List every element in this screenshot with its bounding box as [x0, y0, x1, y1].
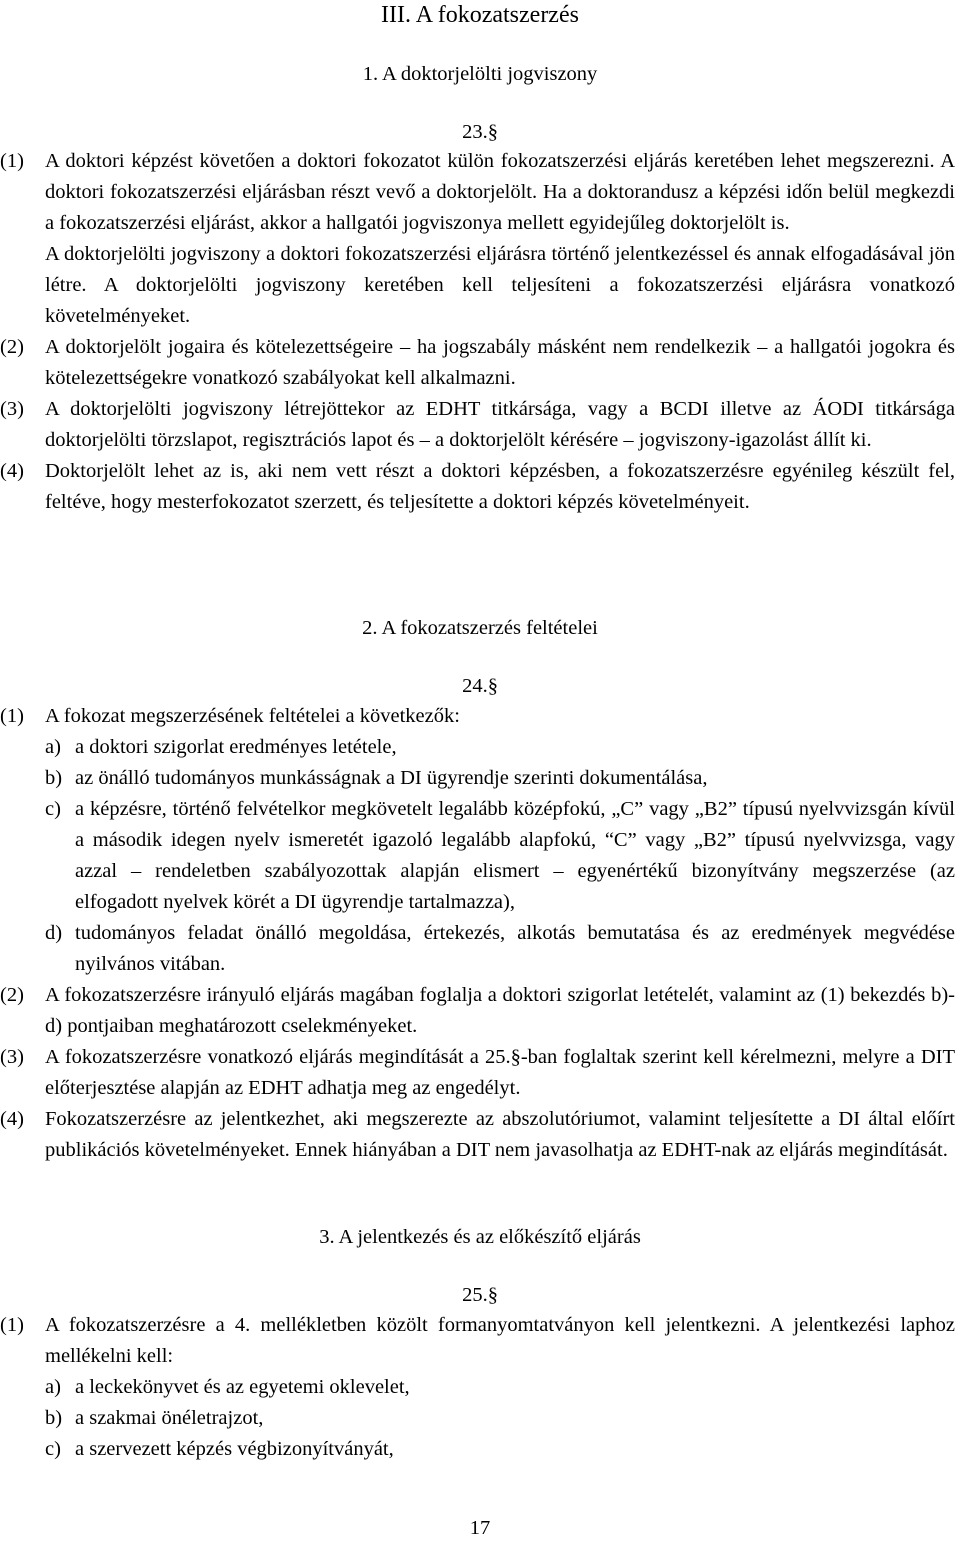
- paragraph-text: A doktorjelölti jogviszony létrejöttekor az EDHT titkársága, vagy a BCDI illetve az ÁODI titkársága doktorjelölti törzslapot, regisztrációs lapot és – a doktorjelölt kérésére – jogviszony-igazolást állít ki.: [45, 398, 955, 451]
- paragraph-text: A fokozatszerzésre irányuló eljárás magában foglalja a doktori szigorlat letételét, valamint az (1) bekezdés b)-d) pontjaiban meghatározott cselekményeket.: [45, 984, 955, 1037]
- paragraph-text: A fokozat megszerzésének feltételei a következők:: [45, 705, 460, 727]
- paragraph-text: Fokozatszerzésre az jelentkezhet, aki megszerezte az abszolutóriumot, valamint teljesítette a DI által előírt publikációs követelményeket. Ennek hiányában a DIT nem javasolhatja az EDHT-nak az eljárás megindítását.: [45, 1108, 955, 1161]
- list-item: [0, 763, 955, 794]
- list-item-text: a szakmai önéletrajzot,: [75, 1407, 264, 1429]
- paragraph-text: A fokozatszerzésre vonatkozó eljárás megindítását a 25.§-ban foglaltak szerint kell kérelmezni, melyre a DIT előterjesztése alapján az EDHT adhatja meg az engedélyt.: [45, 1046, 955, 1099]
- list-item-text: tudományos feladat önálló megoldása, értekezés, alkotás bemutatása és az eredmények megvédése nyilvános vitában.: [75, 922, 955, 975]
- paragraph-24-3: [0, 1042, 955, 1104]
- section-25-body: [0, 1310, 955, 1465]
- chapter-2-title: 2. A fokozatszerzés feltételei: [362, 617, 598, 639]
- paragraph-number: (1): [0, 150, 24, 172]
- list-item-letter: b): [45, 1407, 63, 1429]
- list-item-letter: c): [45, 1438, 61, 1460]
- section-23-heading: 23.§: [462, 121, 498, 143]
- paragraph-text: Doktorjelölt lehet az is, aki nem vett részt a doktori képzésben, a fokozatszerzésre egyénileg készült fel, feltéve, hogy mesterfokozatot szerzett, és teljesítette a doktori képzés követelményeit.: [45, 460, 955, 513]
- list-item: [0, 1434, 955, 1465]
- paragraph-23-1: [0, 146, 955, 239]
- paragraph-23-4: [0, 456, 955, 518]
- paragraph-23-3: [0, 394, 955, 456]
- paragraph-24-4: [0, 1104, 955, 1166]
- paragraph-number: (2): [0, 336, 24, 358]
- paragraph-24-2: [0, 980, 955, 1042]
- section-24-heading: 24.§: [462, 675, 498, 697]
- paragraph-number: (4): [0, 1108, 24, 1130]
- paragraph-24-1: [0, 701, 955, 732]
- paragraph-number: (4): [0, 460, 24, 482]
- list-item: [0, 918, 955, 980]
- paragraph-23-2: [0, 332, 955, 394]
- paragraph-number: (2): [0, 984, 24, 1006]
- list-item-letter: a): [45, 736, 61, 758]
- section-24-body: [0, 701, 955, 1166]
- list-item-letter: d): [45, 922, 63, 944]
- list-item-text: a doktori szigorlat eredményes letétele,: [75, 736, 397, 758]
- list-item-text: a képzésre, történő felvételkor megkövetelt legalább középfokú, „C” vagy „B2” típusú nyelvvizsgán kívül a második idegen nyelv ismeretét igazoló legalább alapfokú, “C” vagy „B2” típusú nyelvvizsga, vagy azzal – rendeletben szabályozottak alapján elismert – egyenértékű bizonyítvány megszerzése (az elfogadott nyelvek körét a DI ügyrendje tartalmazza),: [75, 798, 955, 913]
- part-title: III. A fokozatszerzés: [381, 2, 579, 28]
- paragraph-number: (1): [0, 1314, 24, 1336]
- paragraph-text: A fokozatszerzésre a 4. mellékletben közölt formanyomtatványon kell jelentkezni. A jelentkezési laphoz mellékelni kell:: [45, 1314, 955, 1367]
- list-item: [0, 794, 955, 918]
- paragraph-number: (3): [0, 1046, 24, 1068]
- chapter-3-title: 3. A jelentkezés és az előkészítő eljárás: [319, 1226, 641, 1248]
- list-item-text: a szervezett képzés végbizonyítványát,: [75, 1438, 394, 1460]
- paragraph-text: A doktorjelölt jogaira és kötelezettségeire – ha jogszabály másként nem rendelkezik – a hallgatói jogokra és kötelezettségekre vonatkozó szabályokat kell alkalmazni.: [45, 336, 955, 389]
- list-item-letter: a): [45, 1376, 61, 1398]
- paragraph-number: (1): [0, 705, 24, 727]
- list-item-letter: c): [45, 798, 61, 820]
- paragraph-23-1-continued: A doktorjelölti jogviszony a doktori fokozatszerzési eljárásra történő jelentkezéssel és annak elfogadásával jön létre. A doktorjelölti jogviszony keretében kell teljesíteni a fokozatszerzési eljárásra vonatkozó követelményeket.: [45, 243, 955, 327]
- list-item: [0, 1372, 955, 1403]
- list-item-letter: b): [45, 767, 63, 789]
- page-number: 17: [469, 1517, 491, 1539]
- list-item: [0, 1403, 955, 1434]
- section-23-body: [0, 146, 955, 518]
- chapter-1-title: 1. A doktorjelölti jogviszony: [362, 63, 598, 85]
- section-25-heading: 25.§: [462, 1284, 498, 1306]
- paragraph-number: (3): [0, 398, 24, 420]
- list-item-text: a leckekönyvet és az egyetemi oklevelet,: [75, 1376, 410, 1398]
- paragraph-25-1: [0, 1310, 955, 1372]
- list-item: [0, 732, 955, 763]
- list-item-text: az önálló tudományos munkásságnak a DI ügyrendje szerinti dokumentálása,: [75, 767, 708, 789]
- paragraph-text: A doktori képzést követően a doktori fokozatot külön fokozatszerzési eljárás keretében lehet megszerezni. A doktori fokozatszerzési eljárásban részt vevő a doktorjelölt. Ha a doktorandusz a képzési időn belül megkezdi a fokozatszerzési eljárást, akkor a hallgatói jogviszonya mellett egyidejűleg doktorjelölt is.: [45, 150, 955, 234]
